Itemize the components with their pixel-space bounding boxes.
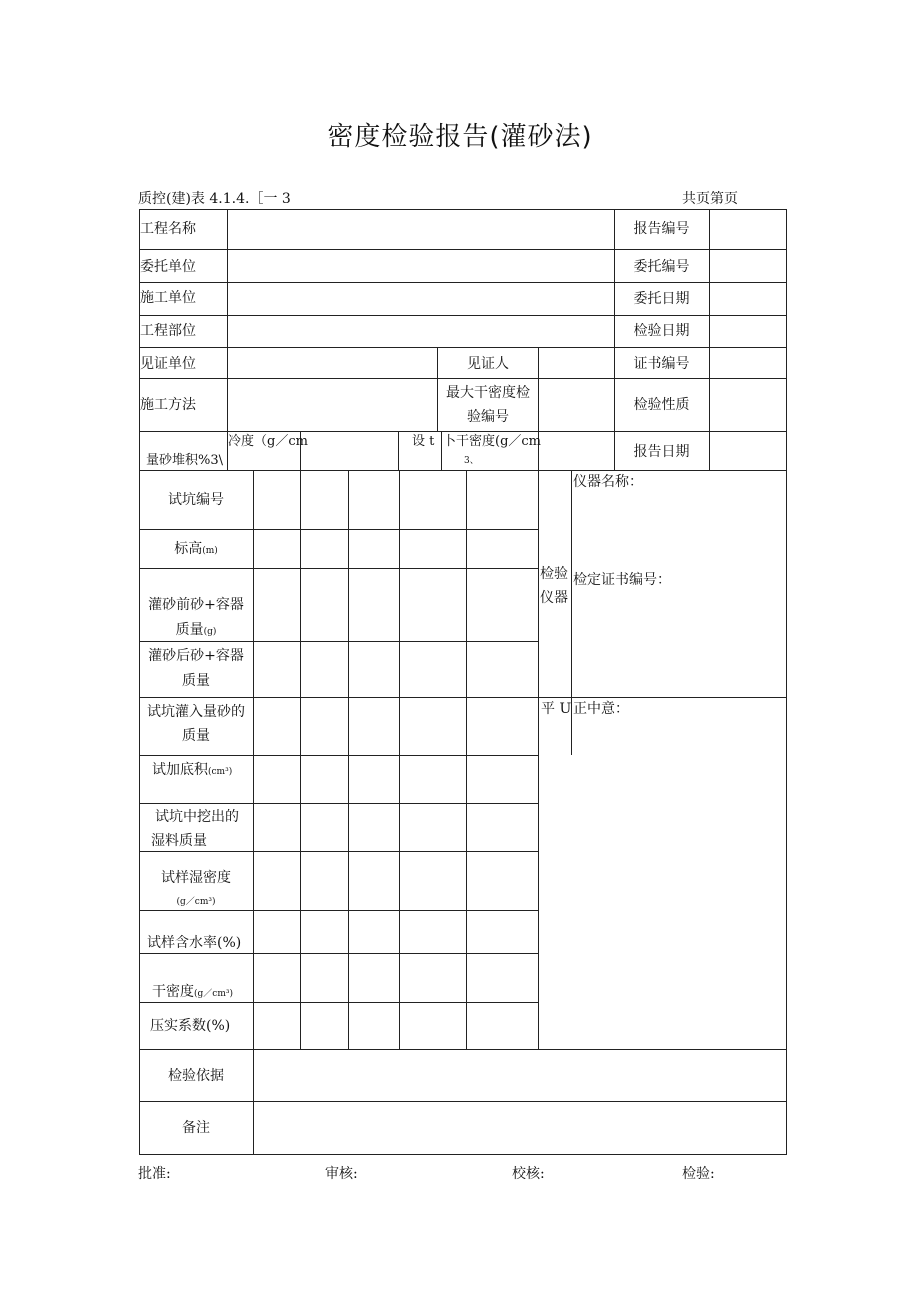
- grid-line: [139, 803, 539, 804]
- grid-line: [139, 378, 787, 379]
- label-max-dry-density-no-2: 验编号: [467, 409, 509, 425]
- label-client-date: 委托日期: [633, 291, 690, 307]
- label-construction-method: 施工方法: [140, 397, 196, 413]
- label-instrument-name: 仪器名称：: [573, 474, 643, 490]
- label-wet-mass-1: 试坑中挖出的: [155, 809, 239, 825]
- label-remarks: 备注: [182, 1120, 210, 1136]
- grid-line: [139, 641, 539, 642]
- table-border: [139, 209, 787, 210]
- label-max-dry-density-no-1: 最大干密度检: [446, 385, 530, 401]
- pit-volume-unit: (cm³): [208, 767, 233, 777]
- label-compaction: 压实系数(%): [150, 1018, 231, 1034]
- before-mass-unit: (g): [203, 627, 217, 637]
- grid-line: [139, 851, 539, 852]
- label-sand-in-pit-2: 质量: [182, 728, 210, 744]
- grid-line: [139, 347, 787, 348]
- before-mass-text: 质量: [175, 622, 204, 638]
- grid-line: [139, 470, 787, 471]
- label-project-part: 工程部位: [140, 323, 196, 339]
- grid-line: [466, 470, 467, 1049]
- dry-density-unit: (g／cm³): [194, 989, 233, 999]
- grid-line: [139, 249, 787, 250]
- grid-line: [139, 282, 787, 283]
- grid-line: [139, 315, 787, 316]
- label-basis: 检验依据: [168, 1068, 224, 1084]
- page-info: 共页第页: [682, 191, 738, 207]
- label-note: 正中意：: [573, 701, 629, 717]
- label-sand-in-pit-1: 试坑灌入量砂的: [147, 704, 245, 720]
- label-design-dry-3: 3、: [464, 456, 479, 466]
- grid-line: [139, 697, 787, 698]
- grid-line: [139, 529, 539, 530]
- label-sand-bulk-2: 冷度（g／cm: [228, 434, 308, 449]
- label-after-mass-2: 质量: [182, 673, 210, 689]
- grid-line: [399, 470, 400, 1049]
- grid-line: [538, 347, 539, 470]
- page-title: 密度检验报告(灌砂法): [327, 122, 593, 152]
- label-elevation: [139, 540, 253, 559]
- label-witness-person: 见证人: [467, 356, 509, 372]
- grid-line: [139, 910, 539, 911]
- label-construction-unit: 施工单位: [140, 290, 196, 306]
- label-pit-volume: [152, 761, 232, 780]
- label-wet-mass-2: 湿料质量: [151, 833, 207, 849]
- grid-line: [348, 470, 349, 1049]
- label-report-no: 报告编号: [633, 221, 690, 237]
- form-code: 质控(建)表 4.1.4.［一 3: [138, 191, 291, 207]
- grid-line: [441, 431, 442, 470]
- label-test-date: 检验日期: [633, 323, 690, 339]
- signature-approve: 批准:: [138, 1166, 171, 1182]
- label-wet-density: 试样湿密度: [161, 870, 231, 886]
- grid-line: [139, 568, 539, 569]
- label-wet-density-unit: (g／cm³): [176, 897, 216, 907]
- grid-line: [139, 1002, 539, 1003]
- label-client-unit: 委托单位: [140, 259, 196, 275]
- label-design-dry-1: 设 t: [412, 434, 435, 449]
- label-report-date: 报告日期: [633, 444, 690, 460]
- label-sand-bulk-1: 量砂堆积%3\: [146, 453, 224, 468]
- label-instrument-1: 检验: [540, 566, 568, 582]
- label-instrument-cert: 检定证书编号：: [573, 572, 671, 588]
- label-project-name: 工程名称: [140, 221, 196, 237]
- label-client-no: 委托编号: [633, 259, 690, 275]
- pit-volume-text: 试加底积: [152, 762, 208, 778]
- label-test-nature: 检验性质: [633, 397, 690, 413]
- elevation-unit: (m): [202, 546, 218, 556]
- label-note-mark: 平 U: [541, 701, 572, 717]
- label-dry-density: [152, 983, 233, 1002]
- label-witness-unit: 见证单位: [140, 356, 196, 372]
- grid-line: [300, 470, 301, 1049]
- elevation-text: 标高: [174, 541, 203, 557]
- label-instrument-2: 仪器: [540, 590, 568, 606]
- grid-line: [139, 755, 539, 756]
- signature-inspect: 检验:: [682, 1166, 715, 1182]
- label-before-mass-1: 灌砂前砂+容器: [148, 597, 244, 613]
- grid-line: [398, 431, 399, 470]
- grid-line: [139, 953, 539, 954]
- grid-line: [227, 209, 228, 431]
- grid-line: [538, 470, 539, 1049]
- label-before-mass-2: [139, 621, 253, 640]
- grid-line: [139, 431, 787, 432]
- grid-line: [139, 1049, 787, 1050]
- label-after-mass-1: 灌砂后砂+容器: [148, 648, 244, 664]
- grid-line: [709, 209, 710, 470]
- table-border: [786, 209, 787, 1155]
- label-pit-no: 试坑编号: [168, 492, 224, 508]
- signature-check: 校核:: [512, 1166, 545, 1182]
- label-design-dry-2: 卜干密度(g／cm: [443, 434, 542, 449]
- table-border: [139, 1154, 787, 1155]
- grid-line: [253, 470, 254, 1154]
- signature-review: 审核:: [325, 1166, 358, 1182]
- label-certificate-no: 证书编号: [633, 356, 690, 372]
- grid-line: [139, 1101, 787, 1102]
- label-moisture: 试样含水率(%): [147, 935, 242, 951]
- dry-density-text: 干密度: [152, 984, 194, 1000]
